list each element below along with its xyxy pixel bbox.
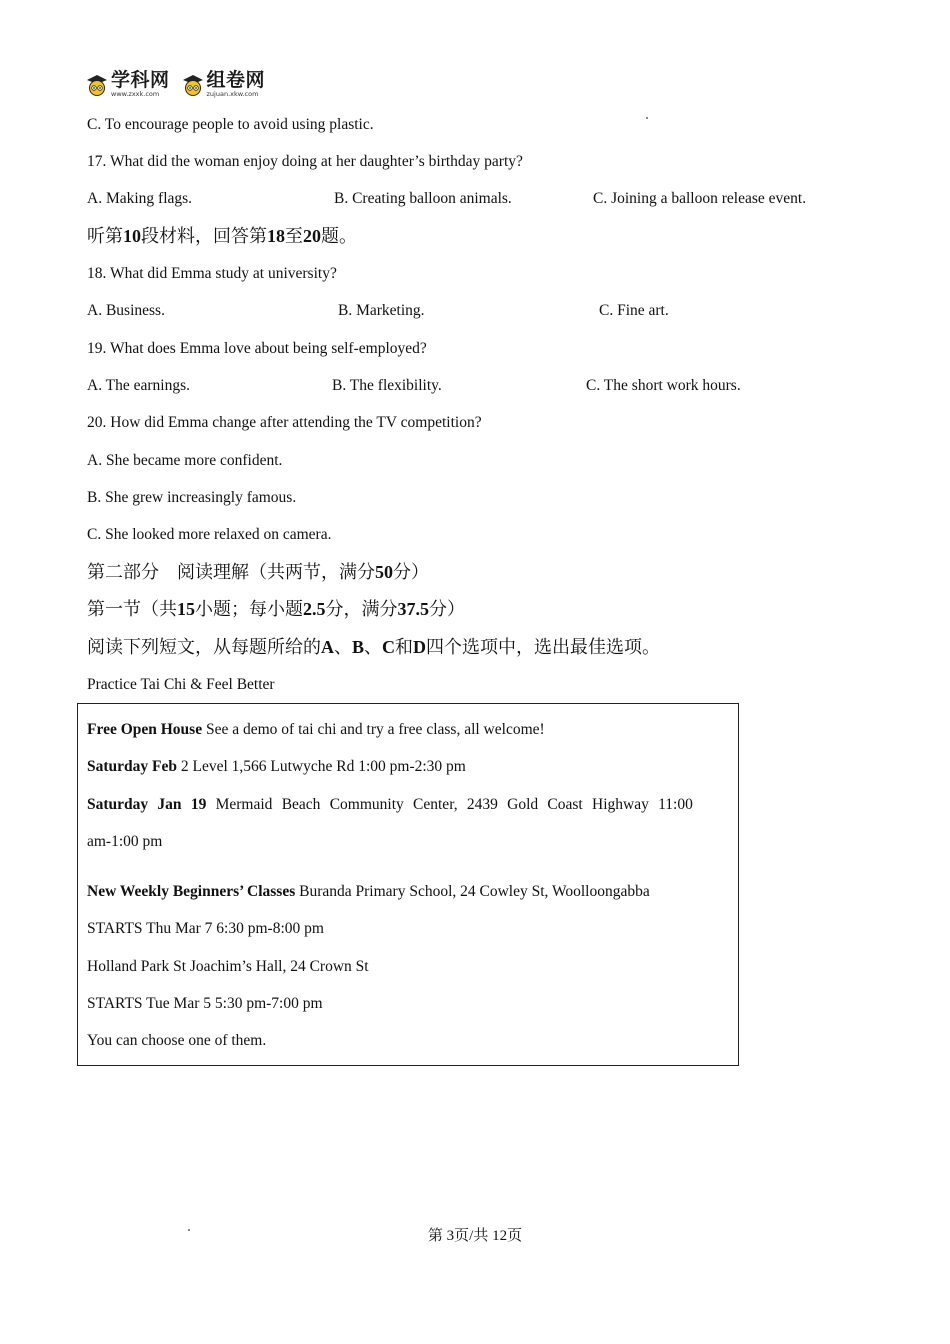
logo-title: 学科网 bbox=[111, 69, 170, 91]
q17-option-a: A. Making flags. bbox=[87, 190, 193, 207]
q20-option-a: A. She became more confident. bbox=[87, 452, 283, 469]
header-logos bbox=[86, 70, 265, 104]
q20-stem: 20. How did Emma change after attending the TV competition? bbox=[87, 414, 482, 431]
open-house-jan-time: am-1:00 pm bbox=[87, 833, 163, 850]
q17-option-b: B. Creating balloon animals. bbox=[334, 190, 512, 207]
choose-note: You can choose one of them. bbox=[87, 1032, 267, 1049]
q20-option-b: B. She grew increasingly famous. bbox=[87, 489, 297, 506]
q17-stem: 17. What did the woman enjoy doing at her daughter’s birthday party? bbox=[87, 153, 523, 170]
q18-stem: 18. What did Emma study at university? bbox=[87, 265, 337, 282]
q19-option-c: C. The short work hours. bbox=[586, 377, 741, 394]
logo-url: www.zxxk.com bbox=[111, 90, 160, 98]
open-house-box bbox=[77, 703, 739, 868]
beginners-classes-box bbox=[77, 866, 739, 1066]
q19-stem: 19. What does Emma love about being self-employed? bbox=[87, 340, 427, 357]
q18-option-a: A. Business. bbox=[87, 302, 165, 319]
logo-title: 组卷网 bbox=[206, 69, 266, 91]
open-house-jan-line: Saturday Jan 19 Mermaid Beach Community Center, 2439 Gold Coast Highway 11:00 bbox=[87, 796, 693, 813]
page-number: 第 3页/共 12页 bbox=[427, 1228, 523, 1244]
q18-option-b: B. Marketing. bbox=[338, 302, 425, 319]
beginners-classes-line: New Weekly Beginners’ Classes Buranda Primary School, 24 Cowley St, Woolloongabba bbox=[87, 883, 650, 900]
open-house-line: Free Open House See a demo of tai chi and try a free class, all welcome! bbox=[87, 721, 545, 738]
section-10-heading: 听第10段材料，回答第18至20题。 bbox=[87, 226, 357, 246]
open-house-feb-line: Saturday Feb 2 Level 1,566 Lutwyche Rd 1:00 pm-2:30 pm bbox=[87, 758, 466, 775]
passage-title: Practice Tai Chi & Feel Better bbox=[87, 676, 275, 693]
q20-option-c: C. She looked more relaxed on camera. bbox=[87, 526, 332, 543]
mascot-icon bbox=[86, 74, 108, 96]
zujuan-logo bbox=[182, 70, 266, 98]
section-1-heading: 第一节（共15小题；每小题2.5分，满分37.5分） bbox=[87, 599, 465, 619]
mascot-icon bbox=[182, 74, 204, 96]
q16-option-c: C. To encourage people to avoid using plastic. bbox=[87, 116, 374, 133]
speck bbox=[646, 117, 648, 119]
class-start-thu: STARTS Thu Mar 7 6:30 pm-8:00 pm bbox=[87, 920, 324, 937]
q19-option-b: B. The flexibility. bbox=[332, 377, 442, 394]
holland-park-venue: Holland Park St Joachim’s Hall, 24 Crown St bbox=[87, 958, 369, 975]
logo-url: zujuan.xkw.com bbox=[206, 90, 259, 98]
q18-option-c: C. Fine art. bbox=[599, 302, 669, 319]
q19-option-a: A. The earnings. bbox=[87, 377, 191, 394]
part-2-heading: 第二部分 阅读理解（共两节，满分50分） bbox=[87, 562, 429, 582]
class-start-tue: STARTS Tue Mar 5 5:30 pm-7:00 pm bbox=[87, 995, 323, 1012]
reading-instruction: 阅读下列短文，从每题所给的A、B、C和D四个选项中，选出最佳选项。 bbox=[87, 637, 661, 657]
zxxk-logo bbox=[86, 70, 170, 98]
q17-option-c: C. Joining a balloon release event. bbox=[593, 190, 807, 207]
